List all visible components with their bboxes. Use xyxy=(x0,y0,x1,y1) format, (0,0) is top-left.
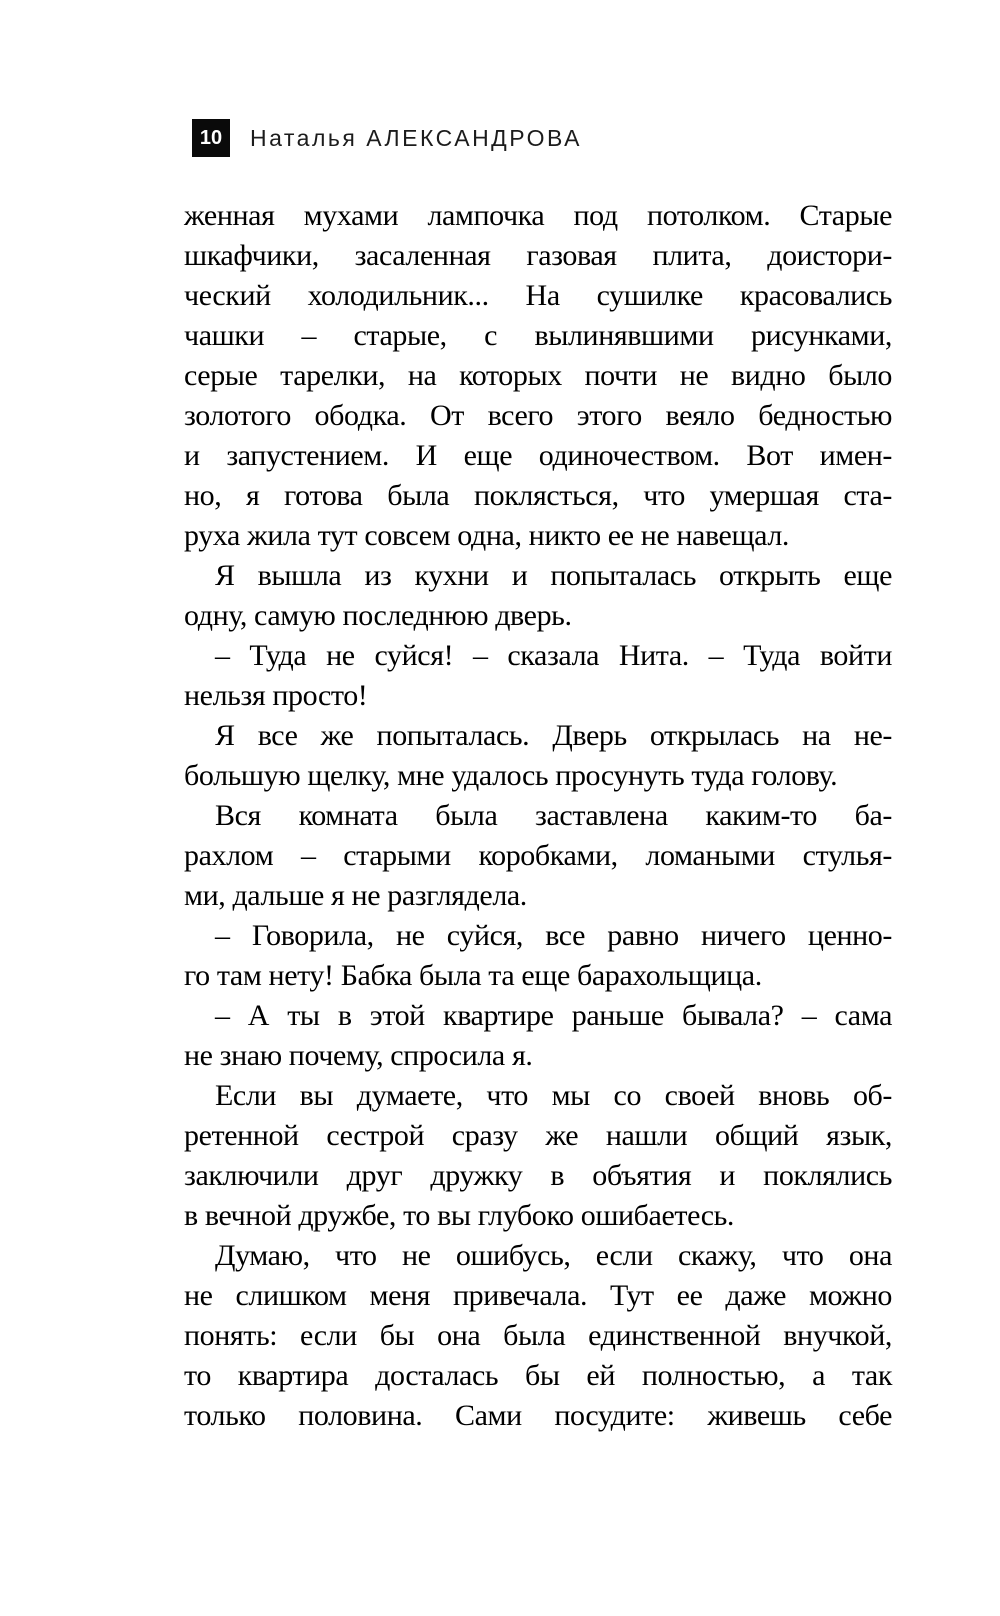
text-line: женная мухами лампочка под потолком. Старые xyxy=(184,199,892,232)
text-line: ми, дальше я не разглядела. xyxy=(184,879,527,912)
paragraph xyxy=(184,556,892,636)
paragraph xyxy=(184,196,892,556)
page-number: 10 xyxy=(199,126,223,149)
text-line: – Туда не суйся! – сказала Нита. – Туда войти xyxy=(215,639,892,672)
text-line: нельзя просто! xyxy=(184,679,368,712)
paragraph xyxy=(184,636,892,716)
paragraph xyxy=(184,796,892,916)
text-line: заключили друг дружку в объятия и поклялись xyxy=(184,1159,892,1192)
text-line: шкафчики, засаленная газовая плита, доистори- xyxy=(184,239,892,272)
text-line: в вечной дружбе, то вы глубоко ошибаетесь. xyxy=(184,1199,735,1232)
text-line: руха жила тут совсем одна, никто ее не навещал. xyxy=(184,519,790,552)
text-line: Вся комната была заставлена каким-то ба- xyxy=(215,799,892,832)
text-line: не слишком меня привечала. Тут ее даже можно xyxy=(184,1279,892,1312)
paragraph xyxy=(184,1076,892,1236)
text-line: чашки – старые, с вылинявшими рисунками, xyxy=(184,319,892,352)
page-number-badge xyxy=(192,119,230,157)
text-line: Я вышла из кухни и попыталась открыть еще xyxy=(215,559,892,592)
text-line: ретенной сестрой сразу же нашли общий язык, xyxy=(184,1119,892,1152)
text-line: понять: если бы она была единственной внучкой, xyxy=(184,1319,892,1352)
text-line: одну, самую последнюю дверь. xyxy=(184,599,572,632)
text-line: не знаю почему, спросила я. xyxy=(184,1039,533,1072)
paragraph xyxy=(184,716,892,796)
text-line: золотого ободка. От всего этого веяло бедностью xyxy=(184,399,892,432)
paragraph xyxy=(184,916,892,996)
text-line: Думаю, что не ошибусь, если скажу, что она xyxy=(215,1239,892,1272)
page-header xyxy=(192,118,582,158)
text-line: – Говорила, не суйся, все равно ничего ценно- xyxy=(215,919,892,952)
author-name: Наталья АЛЕКСАНДРОВА xyxy=(250,124,582,151)
text-line: Я все же попыталась. Дверь открылась на не- xyxy=(215,719,892,752)
text-line: и запустением. И еще одиночеством. Вот имен- xyxy=(184,439,892,472)
paragraph xyxy=(184,1236,892,1436)
text-line: го там нету! Бабка была та еще барахольщица. xyxy=(184,959,762,992)
text-line: рахлом – старыми коробками, ломаными стулья- xyxy=(184,839,892,872)
text-line: но, я готова была поклясться, что умершая ста- xyxy=(184,479,892,512)
text-block xyxy=(184,196,892,1436)
text-line: то квартира досталась бы ей полностью, а так xyxy=(184,1359,892,1392)
text-line: ческий холодильник... На сушилке красовались xyxy=(184,279,892,312)
paragraph xyxy=(184,996,892,1076)
text-line: только половина. Сами посудите: живешь себе xyxy=(184,1399,892,1432)
text-line: серые тарелки, на которых почти не видно было xyxy=(184,359,892,392)
text-line: Если вы думаете, что мы со своей вновь об- xyxy=(215,1079,892,1112)
text-line: большую щелку, мне удалось просунуть туда голову. xyxy=(184,759,838,792)
text-line: – А ты в этой квартире раньше бывала? – сама xyxy=(215,999,892,1032)
